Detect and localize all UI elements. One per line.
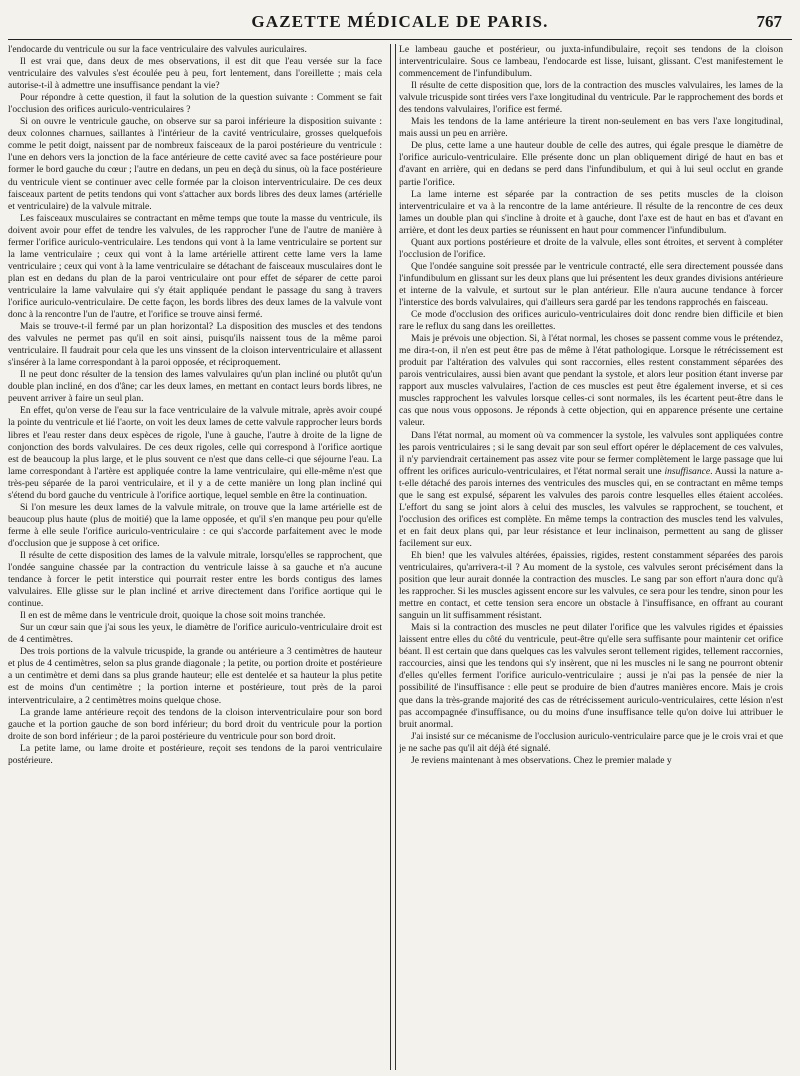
page-number: 767 <box>756 12 782 31</box>
column-divider <box>390 44 396 1070</box>
paragraph: Pour répondre à cette question, il faut la solution de la question suivante : Comment se fait l'occlusion des orifices auriculo-ventriculaires ? <box>8 92 382 116</box>
paragraph: Quant aux portions postérieure et droite de la valvule, elles sont étroites, et servent à compléter l'occlusion de l'orifice. <box>399 236 783 260</box>
paragraph: Il en est de même dans le ventricule droit, quoique la chose soit moins tranchée. <box>20 610 326 622</box>
paragraph: Que l'ondée sanguine soit pressée par le ventricule contracté, elle sera directement poussée dans l'infundibulum en glissant sur les deux plans que lui présentent les deux grandes divisions antérieure et interne de la valvule, et surtout sur le plan antérieur. Elle n'aura aucune tendance à forcer l'interstice des bords valvulaires, qui d'ailleurs sera gardé par les tendons rapprochés en faisceau. <box>399 260 783 308</box>
page-header <box>0 0 800 40</box>
paragraph: Eh bien! que les valvules altérées, épaissies, rigides, restent constamment séparées des parois ventriculaires, qu'arrivera-t-il ? Au moment de la systole, ces valvules seront précisément dans la position que leur aurait donnée la contraction des muscles. Le sang par son effort n'aura donc qu'à les rapprocher. Si les muscles agissent encore sur les valvules, ce sera pour les tendre, sinon pour les mettre en contact, et cette tension sera encore un obstacle à l'insuffisance, en offrant au courant sanguin un lit suffisamment résistant. <box>399 549 783 622</box>
paragraph: Si on ouvre le ventricule gauche, on observe sur sa paroi inférieure la disposition suivante : deux colonnes charnues, saillantes à l'intérieur de la cavité ventriculaire, grosses quelquefois comme le petit doigt, naissent par de nombreux faisceaux de la paroi postérieure du ventricule : l'une en dehors vers la jonction de la face antérieure de cette cavité avec sa face postérieure pour former le bord gauche du cœur ; l'autre en dedans, un peu en deçà du sinus, où la face postérieure du ventricule vient se continuer avec celle formée par la cloison interventriculaire. De ces deux faisceaux partent de petits tendons qui vont s'attacher aux bords libres des deux lames (artérielle et ventriculaire) de la valvule mitrale. <box>8 116 382 212</box>
paragraph: Mais se trouve-t-il fermé par un plan horizontal? La disposition des muscles et des tendons des valvules ne permet pas qu'il en soit ainsi, puisqu'ils naissent tous de la même paroi ventriculaire. Il faudrait pour cela que les uns vinssent de la cloison interventriculaire et allassent s'insérer à la lame correspondant à la paroi opposée, et réciproquement. <box>8 321 382 369</box>
paragraph: Il est vrai que, dans deux de mes observations, il est dit que l'eau versée sur la face ventriculaire des valvules s'est écoulée peu à peu, fort lentement, dans l'oreillette ; mais cela autorise-t-il à admettre une insuffisance pendant la vie? <box>8 56 382 92</box>
paragraph: Le lambeau gauche et postérieur, ou juxta-infundibulaire, reçoit ses tendons de la cloison interventriculaire. Sous ce lambeau, l'endocarde est lisse, luisant, glissant. C'est manifestement le commencement de l'infundibulum. <box>399 44 783 80</box>
paragraph: Mais les tendons de la lame antérieure la tirent non-seulement en bas vers l'axe longitudinal, mais aussi un peu en arrière. <box>399 116 783 140</box>
paragraph: Dans l'état normal, au moment où va commencer la systole, les valvules sont appliquées contre les parois ventriculaires ; si le sang devait par son seul effort opérer le déplacement de ces valvules, il n'y parviendrait certainement pas assez vite pour se fermer complètement le large passage que lui offrent les orifices auriculo-ventriculaires, et l'état normal serait une insuffisance. Aussi la nature a-t-elle détaché des parois internes des ventricules des muscles qui, en se contractant en même temps que le sang est expulsé, séparent les valvules des parois contre lesquelles elles étaient accolées. L'effort du sang se joint alors à celui des muscles, les valvules se rapprochent, se touchent, et l'occlusion des orifices est complète. En même temps la contraction des muscles tend les valvules, et en fait deux plans qui, par leur résistance et leur inclinaison, permettent au sang de glisser facilement sur eux. <box>399 429 783 549</box>
paragraph: l'endocarde du ventricule ou sur la face ventriculaire des valvules auriculaires. <box>8 44 307 55</box>
paragraph: Il ne peut donc résulter de la tension des lames valvulaires qu'un plan incliné ou plutôt qu'un double plan incliné, en dos d'âne; car les deux lames, en mettant en contact leurs bords libres, ne peuvent arriver à faire un seul plan. <box>8 369 382 405</box>
paragraph: Si l'on mesure les deux lames de la valvule mitrale, on trouve que la lame artérielle est de beaucoup plus haute (plus de moitié) que la lame opposée, et qu'il s'en manque peu pour qu'elle ferme à elle seule l'orifice auriculo-ventriculaire : ce qui s'accorde parfaitement avec le mode d'occlusion que je suppose à cet orifice. <box>8 501 382 549</box>
paragraph: En effet, qu'on verse de l'eau sur la face ventriculaire de la valvule mitrale, après avoir coupé la pointe du ventricule et lié l'aorte, on voit les deux lames de cette valvule rapprocher leurs bords libres et l'eau rester dans deux espèces de rigole, l'une à gauche, l'autre à droite de la ligne de conjonction des bords valvulaires. De ces deux rigoles, celle qui correspond à l'orifice aortique est de beaucoup la plus large, et le plus souvent ce n'est que dans celle-ci que séjourne l'eau. La lame correspondant à l'artère est appliquée contre la lame ventriculaire, qui elle-même n'est que très-peu séparée de la paroi ventriculaire, et il y a de cette manière un long plan incliné qui s'étend du bord gauche du ventricule à l'orifice aortique, lequel semble en être la continuation. <box>8 405 382 501</box>
paragraph: Sur un cœur sain que j'ai sous les yeux, le diamètre de l'orifice auriculo-ventriculaire droit est de 4 centimètres. <box>8 622 382 646</box>
paragraph: La grande lame antérieure reçoit des tendons de la cloison interventriculaire pour son bord gauche et la portion gauche de son bord inférieur; du bord droit du ventricule pour la portion droite de son bord inférieur ; de la paroi postérieure du ventricule pour son bord droit. <box>8 706 382 742</box>
left-column <box>8 44 382 1070</box>
paragraph: Des trois portions de la valvule tricuspide, la grande ou antérieure a 3 centimètres de hauteur et plus de 4 centimètres, selon sa plus grande diagonale ; la petite, ou portion droite et postérieure a un centimètre et demi dans sa plus grande hauteur; elle est dentelée et sa hauteur la plus petite est de moins d'un centimètre ; la portion interne et postérieure, tout près de la paroi interventriculaire, a 2 centimètres moins quelque chose. <box>8 646 382 706</box>
paragraph: La lame interne est séparée par la contraction de ses petits muscles de la cloison interventriculaire et va à la rencontre de la lame antérieure. Il résulte de la rencontre de ces deux lames un double plan qui s'incline à droite et à gauche, dont l'axe est de haut en bas et d'avant en arrière, et dont les deux parties se réunissent en haut pour commencer l'infundibulum. <box>399 188 783 236</box>
journal-title: GAZETTE MÉDICALE DE PARIS. <box>251 12 549 31</box>
paragraph: Ce mode d'occlusion des orifices auriculo-ventriculaires doit donc rendre bien difficile et bien rare le reflux du sang dans les oreillettes. <box>399 309 783 333</box>
paragraph: Je reviens maintenant à mes observations. Chez le premier malade y <box>411 754 672 766</box>
header-rule <box>8 39 792 40</box>
paragraph: Il résulte de cette disposition des lames de la valvule mitrale, lorsqu'elles se rapprochent, que l'ondée sanguine chassée par la contraction du ventricule laisse à sa gauche et n'a aucune tendance à forcer le petit interstice qui pourrait rester entre les bords contigus des lames valvulaires. Elle glisse sur le plan incliné et arrive directement dans l'orifice aortique qui le continue. <box>8 549 382 610</box>
paragraph: Les faisceaux musculaires se contractant en même temps que toute la masse du ventricule, ils doivent avoir pour effet de tendre les valvules, de les rapprocher l'une de l'autre de manière à fermer l'orifice auriculo-ventriculaire. Les tendons qui vont à la lame ventriculaire se portent sur la lame ventriculaire ; ceux qui vont à la lame artérielle attirent cette lame vers la lame ventriculaire ; ceux qui vont à la lame ventriculaire se détachant de faisceaux musculaires dont le plan est en dedans du plan de la paroi ventriculaire ont pour effet de séparer de cette paroi ventriculaire la lame valvulaire qui s'y était appliquée pendant le passage du sang à travers l'orifice auriculo-ventriculaire. De cette façon, les bords libres des deux lames de la valvule vont donc à la rencontre l'un de l'autre, et l'orifice se trouve ainsi fermé. <box>8 212 382 321</box>
paragraph: La petite lame, ou lame droite et postérieure, reçoit ses tendons de la paroi ventriculaire postérieure. <box>8 742 382 766</box>
right-column <box>399 44 783 1070</box>
paragraph: Mais je prévois une objection. Si, à l'état normal, les choses se passent comme vous le prétendez, me dira-t-on, il n'en est peut être pas de même à l'état pathologique. Lorsque le rétrécissement est produit par l'altération des valvules qui sont raccornies, elles restent constamment séparées des parois ventriculaires, aussi bien avant que pendant la systole, et alors leur position étant inverse par rapport aux muscles valvulaires, l'action de ces muscles est peut être également inverse, et si ces muscles rapprochent les valvules lorsque celles-ci sont normales, ils les écartent peut-être dans le cas que nous vous opposons. Je réponds à cette objection, qui en apparence présente une certaine valeur. <box>399 333 783 429</box>
paragraph: Mais si la contraction des muscles ne peut dilater l'orifice que les valvules rigides et épaissies laissent entre elles du côté du ventricule, peut-être qu'elle sera suffisante pour maintenir cet orifice béant. Il est certain que dans quelques cas les valvules seront tellement rigides, tellement raccornies, raccourcies, ainsi que les tendons qui s'y insèrent, que ni les muscles ni le sang ne pourront obtenir d'elles qu'elles ferment l'orifice auriculo-ventriculaire ; aussi je n'ai pas la pensée de nier la possibilité de l'insuffisance : elle peut se produire de bien d'autres manières encore. Mais je crois que dans la très-grande majorité des cas de rétrécissement auriculo-ventriculaires, cette lésion n'est pas accompagnée d'insuffisance, ou du moins d'une insuffisance telle qu'on doive lui attribuer le bruit anormal. <box>399 622 783 730</box>
paragraph: Il résulte de cette disposition que, lors de la contraction des muscles valvulaires, les lames de la valvule tricuspide sont tirées vers l'axe longitudinal du ventricule. Par le rapprochement des bords et des tendons valvulaires, l'orifice est fermé. <box>399 80 783 116</box>
paragraph: J'ai insisté sur ce mécanisme de l'occlusion auriculo-ventriculaire parce que je le crois vrai et que je ne sache pas qu'il ait déjà été signalé. <box>399 730 783 754</box>
paragraph: De plus, cette lame a une hauteur double de celle des autres, qui égale presque le diamètre de l'orifice auriculo-ventriculaire. Elle présente donc un plan obliquement dirigé de haut en bas et d'avant en arrière, qui en dedans se perd dans l'infundibulum, et qui à lui seul occlut en grande partie l'orifice. <box>399 140 783 188</box>
